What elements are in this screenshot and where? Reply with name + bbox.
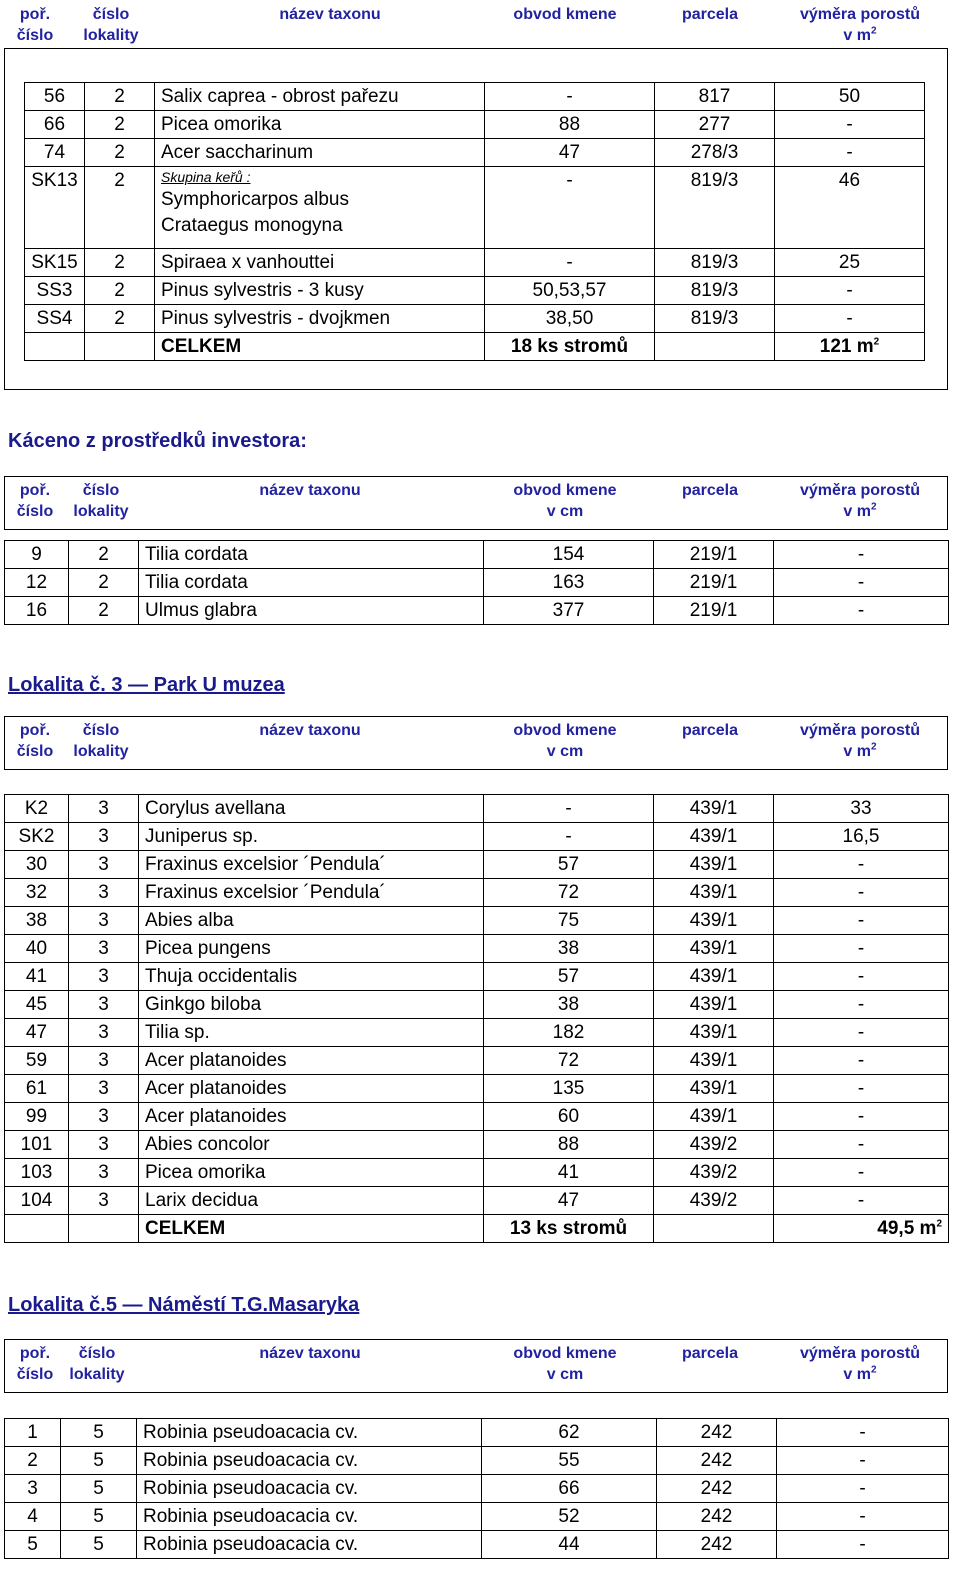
table-row [5, 1159, 949, 1187]
cell-parcela: 219/1 [654, 569, 774, 597]
cell-por: SK13 [25, 167, 85, 249]
cell-taxon: Robinia pseudoacacia cv. [137, 1503, 482, 1531]
cell-obvod: 75 [484, 907, 654, 935]
cell-por: 4 [5, 1503, 61, 1531]
table-row [5, 1103, 949, 1131]
table-row [5, 991, 949, 1019]
col-parcela: parcela [681, 1345, 739, 1362]
cell-vymera: - [774, 963, 949, 991]
col-cislo-lokality: číslo lokality [73, 482, 129, 520]
total-trees: 18 ks stromů [485, 333, 655, 361]
table-row [5, 935, 949, 963]
cell-taxon: Corylus avellana [139, 795, 484, 823]
cell-lok: 3 [69, 1075, 139, 1103]
cell-empty [85, 333, 155, 361]
cell-parcela: 439/2 [654, 1131, 774, 1159]
cell-parcela: 819/3 [655, 277, 775, 305]
table-row [5, 795, 949, 823]
cell-por: SS4 [25, 305, 85, 333]
cell-obvod: - [484, 795, 654, 823]
cell-vymera: 16,5 [774, 823, 949, 851]
cell-parcela: 819/3 [655, 249, 775, 277]
table-row [25, 111, 925, 139]
cell-obvod: 44 [482, 1531, 657, 1559]
table-row [5, 1419, 949, 1447]
cell-lok: 3 [69, 963, 139, 991]
cell-obvod: 163 [484, 569, 654, 597]
cell-parcela: 242 [657, 1503, 777, 1531]
cell-obvod: 38,50 [485, 305, 655, 333]
col-por-cislo: poř. číslo [16, 1345, 54, 1383]
cell-lok: 3 [69, 1187, 139, 1215]
table3 [4, 794, 949, 1243]
cell-parcela: 439/2 [654, 1187, 774, 1215]
total-trees: 13 ks stromů [484, 1215, 654, 1243]
cell-parcela: 439/1 [654, 935, 774, 963]
cell-parcela: 439/1 [654, 991, 774, 1019]
cell-por: 30 [5, 851, 69, 879]
cell-parcela: 439/1 [654, 963, 774, 991]
cell-obvod: - [484, 823, 654, 851]
table-row [5, 907, 949, 935]
cell-por: 104 [5, 1187, 69, 1215]
cell-obvod: 50,53,57 [485, 277, 655, 305]
table4 [4, 1418, 949, 1559]
cell-por: 56 [25, 83, 85, 111]
cell-vymera: 25 [775, 249, 925, 277]
cell-lok: 5 [61, 1503, 137, 1531]
cell-parcela: 439/1 [654, 1047, 774, 1075]
cell-vymera: - [775, 139, 925, 167]
col-obvod-kmene: obvod kmene [513, 6, 617, 23]
cell-por: 74 [25, 139, 85, 167]
cell-por: 101 [5, 1131, 69, 1159]
cell-taxon: Pinus sylvestris - 3 kusy [155, 277, 485, 305]
cell-vymera: 33 [774, 795, 949, 823]
table-row [5, 879, 949, 907]
cell-lok: 2 [85, 277, 155, 305]
cell-obvod: 47 [485, 139, 655, 167]
cell-por: 47 [5, 1019, 69, 1047]
cell-obvod: 57 [484, 851, 654, 879]
cell-lok: 2 [85, 167, 155, 249]
cell-lok: 3 [69, 1159, 139, 1187]
cell-lok: 3 [69, 907, 139, 935]
table-row [5, 1187, 949, 1215]
cell-parcela: 817 [655, 83, 775, 111]
table1 [24, 82, 925, 361]
cell-taxon: Spiraea x vanhouttei [155, 249, 485, 277]
cell-empty [655, 333, 775, 361]
table-row [5, 541, 949, 569]
cell-parcela: 242 [657, 1419, 777, 1447]
col-parcela: parcela [681, 482, 739, 499]
table-row [25, 277, 925, 305]
cell-taxon: Salix caprea - obrost pařezu [155, 83, 485, 111]
cell-obvod: - [485, 83, 655, 111]
cell-obvod: 60 [484, 1103, 654, 1131]
cell-vymera: - [774, 907, 949, 935]
cell-taxon: Acer platanoides [139, 1047, 484, 1075]
cell-lok: 5 [61, 1419, 137, 1447]
cell-obvod: 135 [484, 1075, 654, 1103]
cell-lok: 3 [69, 851, 139, 879]
cell-parcela: 819/3 [655, 167, 775, 249]
cell-taxon: Tilia cordata [139, 569, 484, 597]
table-row [25, 305, 925, 333]
cell-por: SK15 [25, 249, 85, 277]
cell-por: 61 [5, 1075, 69, 1103]
cell-obvod: 72 [484, 1047, 654, 1075]
cell-lok: 5 [61, 1447, 137, 1475]
cell-taxon: Robinia pseudoacacia cv. [137, 1531, 482, 1559]
cell-parcela: 278/3 [655, 139, 775, 167]
table-row [5, 1019, 949, 1047]
col-vymera-porostu: výměra porostů v $m^2$ [799, 722, 921, 760]
cell-taxon: Tilia sp. [139, 1019, 484, 1047]
section3-heading: Lokalita č. 3 — Park U muzea [8, 674, 285, 696]
cell-obvod: 88 [485, 111, 655, 139]
cell-taxon: Tilia cordata [139, 541, 484, 569]
cell-obvod: 41 [484, 1159, 654, 1187]
cell-parcela: 439/1 [654, 907, 774, 935]
col-nazev-taxonu: název taxonu [259, 1345, 361, 1362]
cell-taxon: Picea omorika [139, 1159, 484, 1187]
cell-lok: 3 [69, 823, 139, 851]
cell-taxon: Acer platanoides [139, 1075, 484, 1103]
cell-obvod: 154 [484, 541, 654, 569]
cell-taxon: Ulmus glabra [139, 597, 484, 625]
col-nazev-taxonu: název taxonu [279, 6, 381, 23]
cell-vymera: - [774, 1131, 949, 1159]
cell-taxon: Fraxinus excelsior ´Pendula´ [139, 879, 484, 907]
cell-taxon: Ginkgo biloba [139, 991, 484, 1019]
total-row [25, 333, 925, 361]
table-row [5, 569, 949, 597]
table2-header-frame [4, 476, 948, 530]
cell-obvod: 38 [484, 991, 654, 1019]
cell-vymera: - [774, 569, 949, 597]
cell-parcela: 277 [655, 111, 775, 139]
group-member: Symphoricarpos albus [161, 189, 349, 210]
cell-lok: 3 [69, 991, 139, 1019]
cell-por: 41 [5, 963, 69, 991]
table-row [5, 1131, 949, 1159]
cell-obvod: 55 [482, 1447, 657, 1475]
cell-por: SK2 [5, 823, 69, 851]
cell-taxon: Thuja occidentalis [139, 963, 484, 991]
cell-lok: 2 [85, 305, 155, 333]
cell-vymera: - [777, 1503, 949, 1531]
cell-lok: 3 [69, 1131, 139, 1159]
cell-vymera: - [775, 277, 925, 305]
cell-por: 38 [5, 907, 69, 935]
total-row [5, 1215, 949, 1243]
col-obvod-kmene: obvod kmene v cm [513, 482, 617, 520]
cell-taxon: Acer saccharinum [155, 139, 485, 167]
cell-parcela: 819/3 [655, 305, 775, 333]
cell-lok: 2 [85, 111, 155, 139]
cell-vymera: - [774, 851, 949, 879]
table-row [5, 1475, 949, 1503]
cell-vymera: - [774, 879, 949, 907]
cell-por: 59 [5, 1047, 69, 1075]
cell-obvod: 182 [484, 1019, 654, 1047]
cell-lok: 5 [61, 1475, 137, 1503]
col-parcela: parcela [681, 6, 739, 23]
cell-obvod: 52 [482, 1503, 657, 1531]
col-vymera-porostu: výměra porostů v $m^2$ [799, 1345, 921, 1383]
cell-parcela: 242 [657, 1531, 777, 1559]
cell-parcela: 219/1 [654, 597, 774, 625]
cell-por: 16 [5, 597, 69, 625]
cell-parcela: 439/1 [654, 1103, 774, 1131]
cell-parcela: 439/1 [654, 1075, 774, 1103]
cell-por: 45 [5, 991, 69, 1019]
cell-vymera: 46 [775, 167, 925, 249]
cell-taxon-group [155, 167, 485, 249]
cell-taxon: Abies alba [139, 907, 484, 935]
cell-por: 32 [5, 879, 69, 907]
group-lead: Skupina keřů : [161, 169, 251, 185]
table-row [5, 1531, 949, 1559]
cell-parcela: 439/1 [654, 795, 774, 823]
cell-obvod: - [485, 167, 655, 249]
cell-taxon: Pinus sylvestris - dvojkmen [155, 305, 485, 333]
cell-lok: 5 [61, 1531, 137, 1559]
cell-parcela: 439/1 [654, 823, 774, 851]
cell-lok: 3 [69, 1047, 139, 1075]
table4-header-frame [4, 1339, 948, 1393]
table-row [25, 167, 925, 249]
cell-por: 66 [25, 111, 85, 139]
cell-taxon: Abies concolor [139, 1131, 484, 1159]
cell-lok: 2 [85, 139, 155, 167]
cell-por: 99 [5, 1103, 69, 1131]
cell-taxon: Acer platanoides [139, 1103, 484, 1131]
cell-empty [5, 1215, 69, 1243]
table-row [25, 139, 925, 167]
table-row [5, 823, 949, 851]
cell-vymera: - [777, 1475, 949, 1503]
col-obvod-kmene: obvod kmene v cm [513, 1345, 617, 1383]
col-por-cislo: poř. číslo [16, 722, 54, 760]
col-cislo-lokality: číslo lokality [73, 722, 129, 760]
total-area: 121 $m^2$ [775, 333, 925, 361]
section2-heading: Káceno z prostředků investora: [8, 430, 307, 452]
cell-por: 9 [5, 541, 69, 569]
cell-lok: 3 [69, 795, 139, 823]
cell-vymera: 50 [775, 83, 925, 111]
cell-obvod: 72 [484, 879, 654, 907]
table-row [5, 1447, 949, 1475]
cell-vymera: - [777, 1419, 949, 1447]
cell-taxon: Picea pungens [139, 935, 484, 963]
cell-vymera: - [774, 991, 949, 1019]
table-row [5, 1503, 949, 1531]
cell-parcela: 242 [657, 1475, 777, 1503]
table-row [25, 249, 925, 277]
table-row [5, 1075, 949, 1103]
cell-lok: 3 [69, 1019, 139, 1047]
cell-obvod: 88 [484, 1131, 654, 1159]
section4-heading: Lokalita č.5 — Náměstí T.G.Masaryka [8, 1294, 360, 1316]
cell-obvod: 57 [484, 963, 654, 991]
cell-vymera: - [774, 1047, 949, 1075]
cell-empty [25, 333, 85, 361]
cell-vymera: - [774, 541, 949, 569]
cell-vymera: - [774, 1159, 949, 1187]
cell-lok: 2 [85, 83, 155, 111]
cell-taxon: Juniperus sp. [139, 823, 484, 851]
table-row [5, 1047, 949, 1075]
cell-por: K2 [5, 795, 69, 823]
cell-parcela: 439/1 [654, 879, 774, 907]
cell-obvod: 47 [484, 1187, 654, 1215]
total-label: CELKEM [155, 333, 485, 361]
cell-por: 12 [5, 569, 69, 597]
cell-empty [654, 1215, 774, 1243]
cell-obvod: 66 [482, 1475, 657, 1503]
cell-por: 40 [5, 935, 69, 963]
cell-obvod: 62 [482, 1419, 657, 1447]
table3-header-frame [4, 716, 948, 770]
cell-lok: 3 [69, 1103, 139, 1131]
cell-lok: 2 [69, 597, 139, 625]
cell-lok: 2 [69, 541, 139, 569]
cell-taxon: Robinia pseudoacacia cv. [137, 1447, 482, 1475]
table-row [5, 963, 949, 991]
cell-taxon: Robinia pseudoacacia cv. [137, 1475, 482, 1503]
col-cislo-lokality: číslo lokality [83, 6, 139, 44]
cell-vymera: - [775, 305, 925, 333]
cell-taxon: Picea omorika [155, 111, 485, 139]
cell-parcela: 219/1 [654, 541, 774, 569]
cell-por: 2 [5, 1447, 61, 1475]
col-cislo-lokality: číslo lokality [69, 1345, 125, 1383]
table-row [5, 597, 949, 625]
group-member: Crataegus monogyna [161, 215, 343, 236]
cell-parcela: 439/2 [654, 1159, 774, 1187]
cell-vymera: - [777, 1447, 949, 1475]
cell-vymera: - [774, 597, 949, 625]
total-area: 49,5 $m^2$ [774, 1215, 949, 1243]
cell-vymera: - [774, 1187, 949, 1215]
cell-por: SS3 [25, 277, 85, 305]
table-row [5, 851, 949, 879]
cell-vymera: - [775, 111, 925, 139]
table1-header [0, 4, 960, 48]
table2 [4, 540, 949, 625]
col-parcela: parcela [681, 722, 739, 739]
col-obvod-kmene: obvod kmene v cm [513, 722, 617, 760]
col-nazev-taxonu: název taxonu [259, 482, 361, 499]
cell-taxon: Fraxinus excelsior ´Pendula´ [139, 851, 484, 879]
table-row [25, 83, 925, 111]
cell-por: 1 [5, 1419, 61, 1447]
cell-vymera: - [774, 1019, 949, 1047]
cell-vymera: - [777, 1531, 949, 1559]
cell-vymera: - [774, 1075, 949, 1103]
cell-lok: 2 [69, 569, 139, 597]
col-vymera-porostu: výměra porostů v $m^2$ [799, 482, 921, 520]
total-label: CELKEM [139, 1215, 484, 1243]
col-por-cislo: poř. číslo [16, 482, 54, 520]
cell-parcela: 439/1 [654, 1019, 774, 1047]
cell-taxon: Robinia pseudoacacia cv. [137, 1419, 482, 1447]
cell-empty [69, 1215, 139, 1243]
cell-lok: 3 [69, 935, 139, 963]
cell-lok: 2 [85, 249, 155, 277]
cell-por: 103 [5, 1159, 69, 1187]
cell-parcela: 439/1 [654, 851, 774, 879]
cell-taxon: Larix decidua [139, 1187, 484, 1215]
cell-obvod: 377 [484, 597, 654, 625]
cell-parcela: 242 [657, 1447, 777, 1475]
col-vymera-porostu: výměra porostů v $m^2$ [799, 6, 921, 44]
cell-por: 3 [5, 1475, 61, 1503]
cell-vymera: - [774, 1103, 949, 1131]
cell-obvod: 38 [484, 935, 654, 963]
cell-lok: 3 [69, 879, 139, 907]
col-nazev-taxonu: název taxonu [259, 722, 361, 739]
col-por-cislo: poř. číslo [16, 6, 54, 44]
cell-vymera: - [774, 935, 949, 963]
cell-obvod: - [485, 249, 655, 277]
cell-por: 5 [5, 1531, 61, 1559]
